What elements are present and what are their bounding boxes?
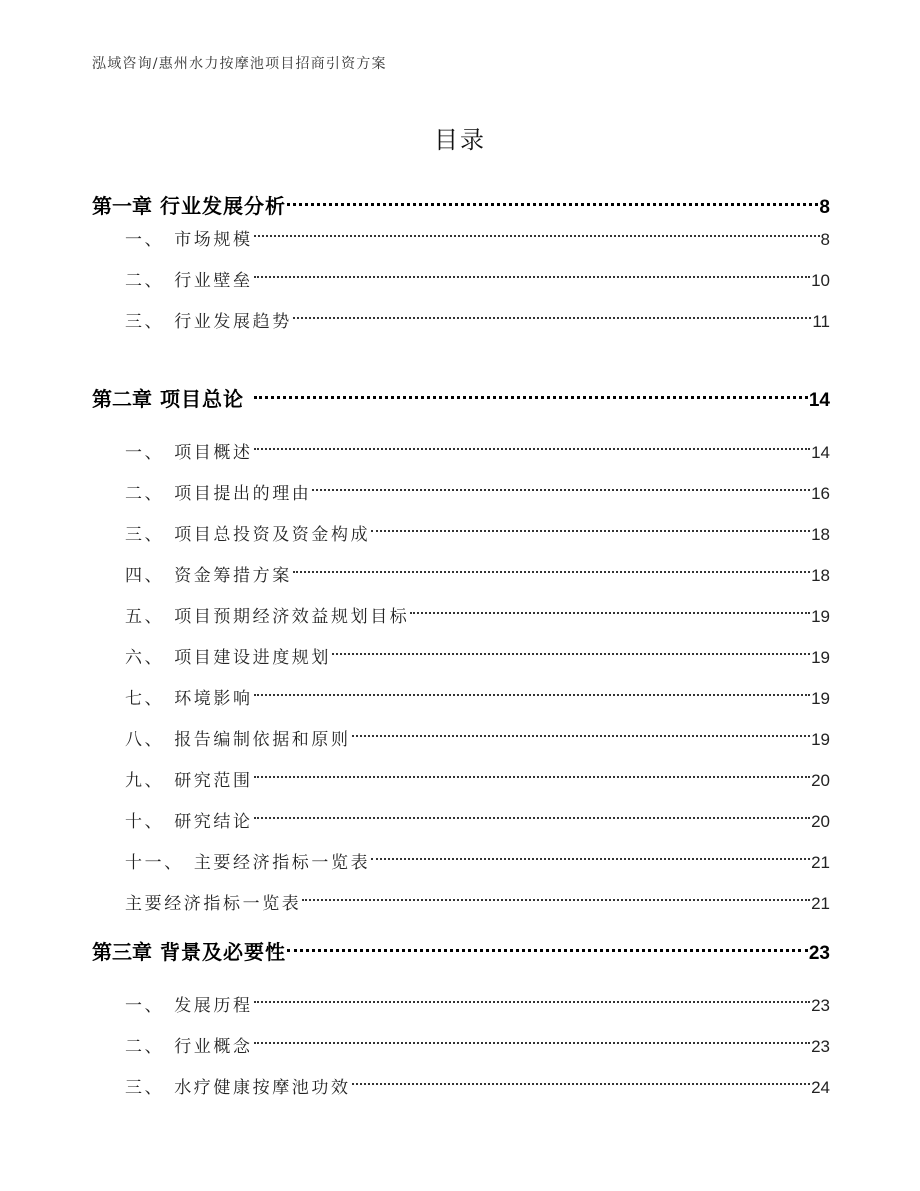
dot-leader [352, 715, 810, 745]
toc-section[interactable] [125, 297, 830, 332]
section-number: 二、 [125, 1037, 165, 1057]
page-number: 8 [820, 230, 830, 249]
toc-section[interactable] [125, 469, 830, 504]
running-header: 泓域咨询/惠州水力按摩池项目招商引资方案 [92, 56, 387, 72]
dot-leader [293, 297, 812, 327]
section-label: 主要经济指标一览表 [193, 853, 371, 873]
dot-leader [302, 879, 810, 909]
chapter-number: 第一章 [92, 194, 152, 218]
dot-leader [254, 1022, 810, 1052]
page-number: 21 [811, 894, 830, 913]
section-number: 四、 [125, 566, 165, 586]
chapter-label: 行业发展分析 [160, 194, 286, 218]
section-label: 项目预期经济效益规划目标 [174, 607, 410, 627]
toc-section[interactable] [125, 633, 830, 668]
section-number: 五、 [125, 607, 165, 627]
toc-section[interactable] [125, 428, 830, 463]
chapter-label: 项目总论 [160, 387, 244, 411]
dot-leader [332, 633, 810, 663]
toc-section[interactable] [125, 674, 830, 709]
page-number: 20 [811, 771, 830, 790]
toc-section[interactable] [125, 551, 830, 586]
dot-leader [254, 256, 810, 286]
toc-section[interactable] [125, 715, 830, 750]
chapter-number: 第二章 [92, 387, 152, 411]
toc-section[interactable] [125, 256, 830, 291]
toc-section[interactable] [125, 592, 830, 627]
dot-leader [293, 551, 810, 581]
page-number: 19 [811, 607, 830, 626]
section-number: 二、 [125, 271, 165, 291]
section-number: 三、 [125, 312, 165, 332]
section-label: 项目提出的理由 [174, 484, 312, 504]
section-number: 一、 [125, 230, 165, 250]
dot-leader [254, 981, 810, 1011]
page-number: 21 [811, 853, 830, 872]
dot-leader [254, 756, 810, 786]
section-label: 项目总投资及资金构成 [174, 525, 371, 545]
dot-leader [352, 1063, 810, 1093]
dot-leader [287, 183, 818, 213]
section-number: 八、 [125, 730, 165, 750]
dot-leader [287, 929, 808, 959]
dot-leader [410, 592, 810, 622]
section-label: 报告编制依据和原则 [174, 730, 351, 750]
page-number: 18 [811, 525, 830, 544]
section-label: 环境影响 [174, 689, 253, 709]
section-number: 一、 [125, 996, 165, 1016]
toc-section[interactable] [125, 797, 830, 832]
toc-section[interactable] [125, 838, 830, 873]
section-label: 项目概述 [174, 443, 253, 463]
section-label: 行业发展趋势 [174, 312, 292, 332]
section-label: 项目建设进度规划 [174, 648, 332, 668]
section-number: 三、 [125, 525, 165, 545]
page-number: 10 [811, 271, 830, 290]
toc-section[interactable] [125, 510, 830, 545]
section-number: 二、 [125, 484, 165, 504]
page-number: 19 [811, 689, 830, 708]
page-number: 19 [811, 648, 830, 667]
section-label: 发展历程 [174, 996, 253, 1016]
toc-section[interactable] [125, 756, 830, 791]
page-number: 8 [819, 197, 830, 218]
section-number: 三、 [125, 1078, 165, 1098]
page-number: 19 [811, 730, 830, 749]
section-label: 研究范围 [174, 771, 253, 791]
page-number: 18 [811, 566, 830, 585]
page-number: 23 [811, 996, 830, 1015]
toc-section[interactable] [125, 215, 830, 250]
dot-leader [254, 376, 808, 406]
dot-leader [254, 797, 810, 827]
section-number: 十、 [125, 812, 165, 832]
toc-chapter-3[interactable] [92, 929, 830, 964]
section-number: 六、 [125, 648, 165, 668]
page-number: 14 [811, 443, 830, 462]
toc-section[interactable] [125, 879, 830, 914]
toc-chapter-1[interactable] [92, 183, 830, 218]
chapter-number: 第三章 [92, 940, 152, 964]
section-number: 九、 [125, 771, 165, 791]
section-label: 行业概念 [174, 1037, 253, 1057]
dot-leader [254, 674, 810, 704]
toc-title: 目录 [434, 126, 486, 154]
section-number: 十一、 [125, 853, 184, 873]
dot-leader [254, 428, 810, 458]
chapter-label: 背景及必要性 [160, 940, 286, 964]
section-label: 行业壁垒 [174, 271, 253, 291]
dot-leader [371, 510, 810, 540]
page-number: 16 [811, 484, 830, 503]
page-number: 20 [811, 812, 830, 831]
page-number: 11 [812, 312, 830, 331]
dot-leader [312, 469, 810, 499]
dot-leader [254, 215, 820, 245]
toc-chapter-2[interactable] [92, 376, 830, 411]
section-label: 主要经济指标一览表 [125, 894, 302, 914]
page-number: 23 [808, 943, 830, 964]
section-number: 一、 [125, 443, 165, 463]
page-number: 23 [811, 1037, 830, 1056]
dot-leader [371, 838, 810, 868]
section-label: 市场规模 [174, 230, 253, 250]
toc-section[interactable] [125, 1063, 830, 1098]
toc-section[interactable] [125, 981, 830, 1016]
section-label: 研究结论 [174, 812, 253, 832]
section-label: 资金筹措方案 [174, 566, 292, 586]
page-number: 14 [808, 390, 830, 411]
page-number: 24 [811, 1078, 830, 1097]
section-label: 水疗健康按摩池功效 [174, 1078, 351, 1098]
toc-section[interactable] [125, 1022, 830, 1057]
section-number: 七、 [125, 689, 165, 709]
